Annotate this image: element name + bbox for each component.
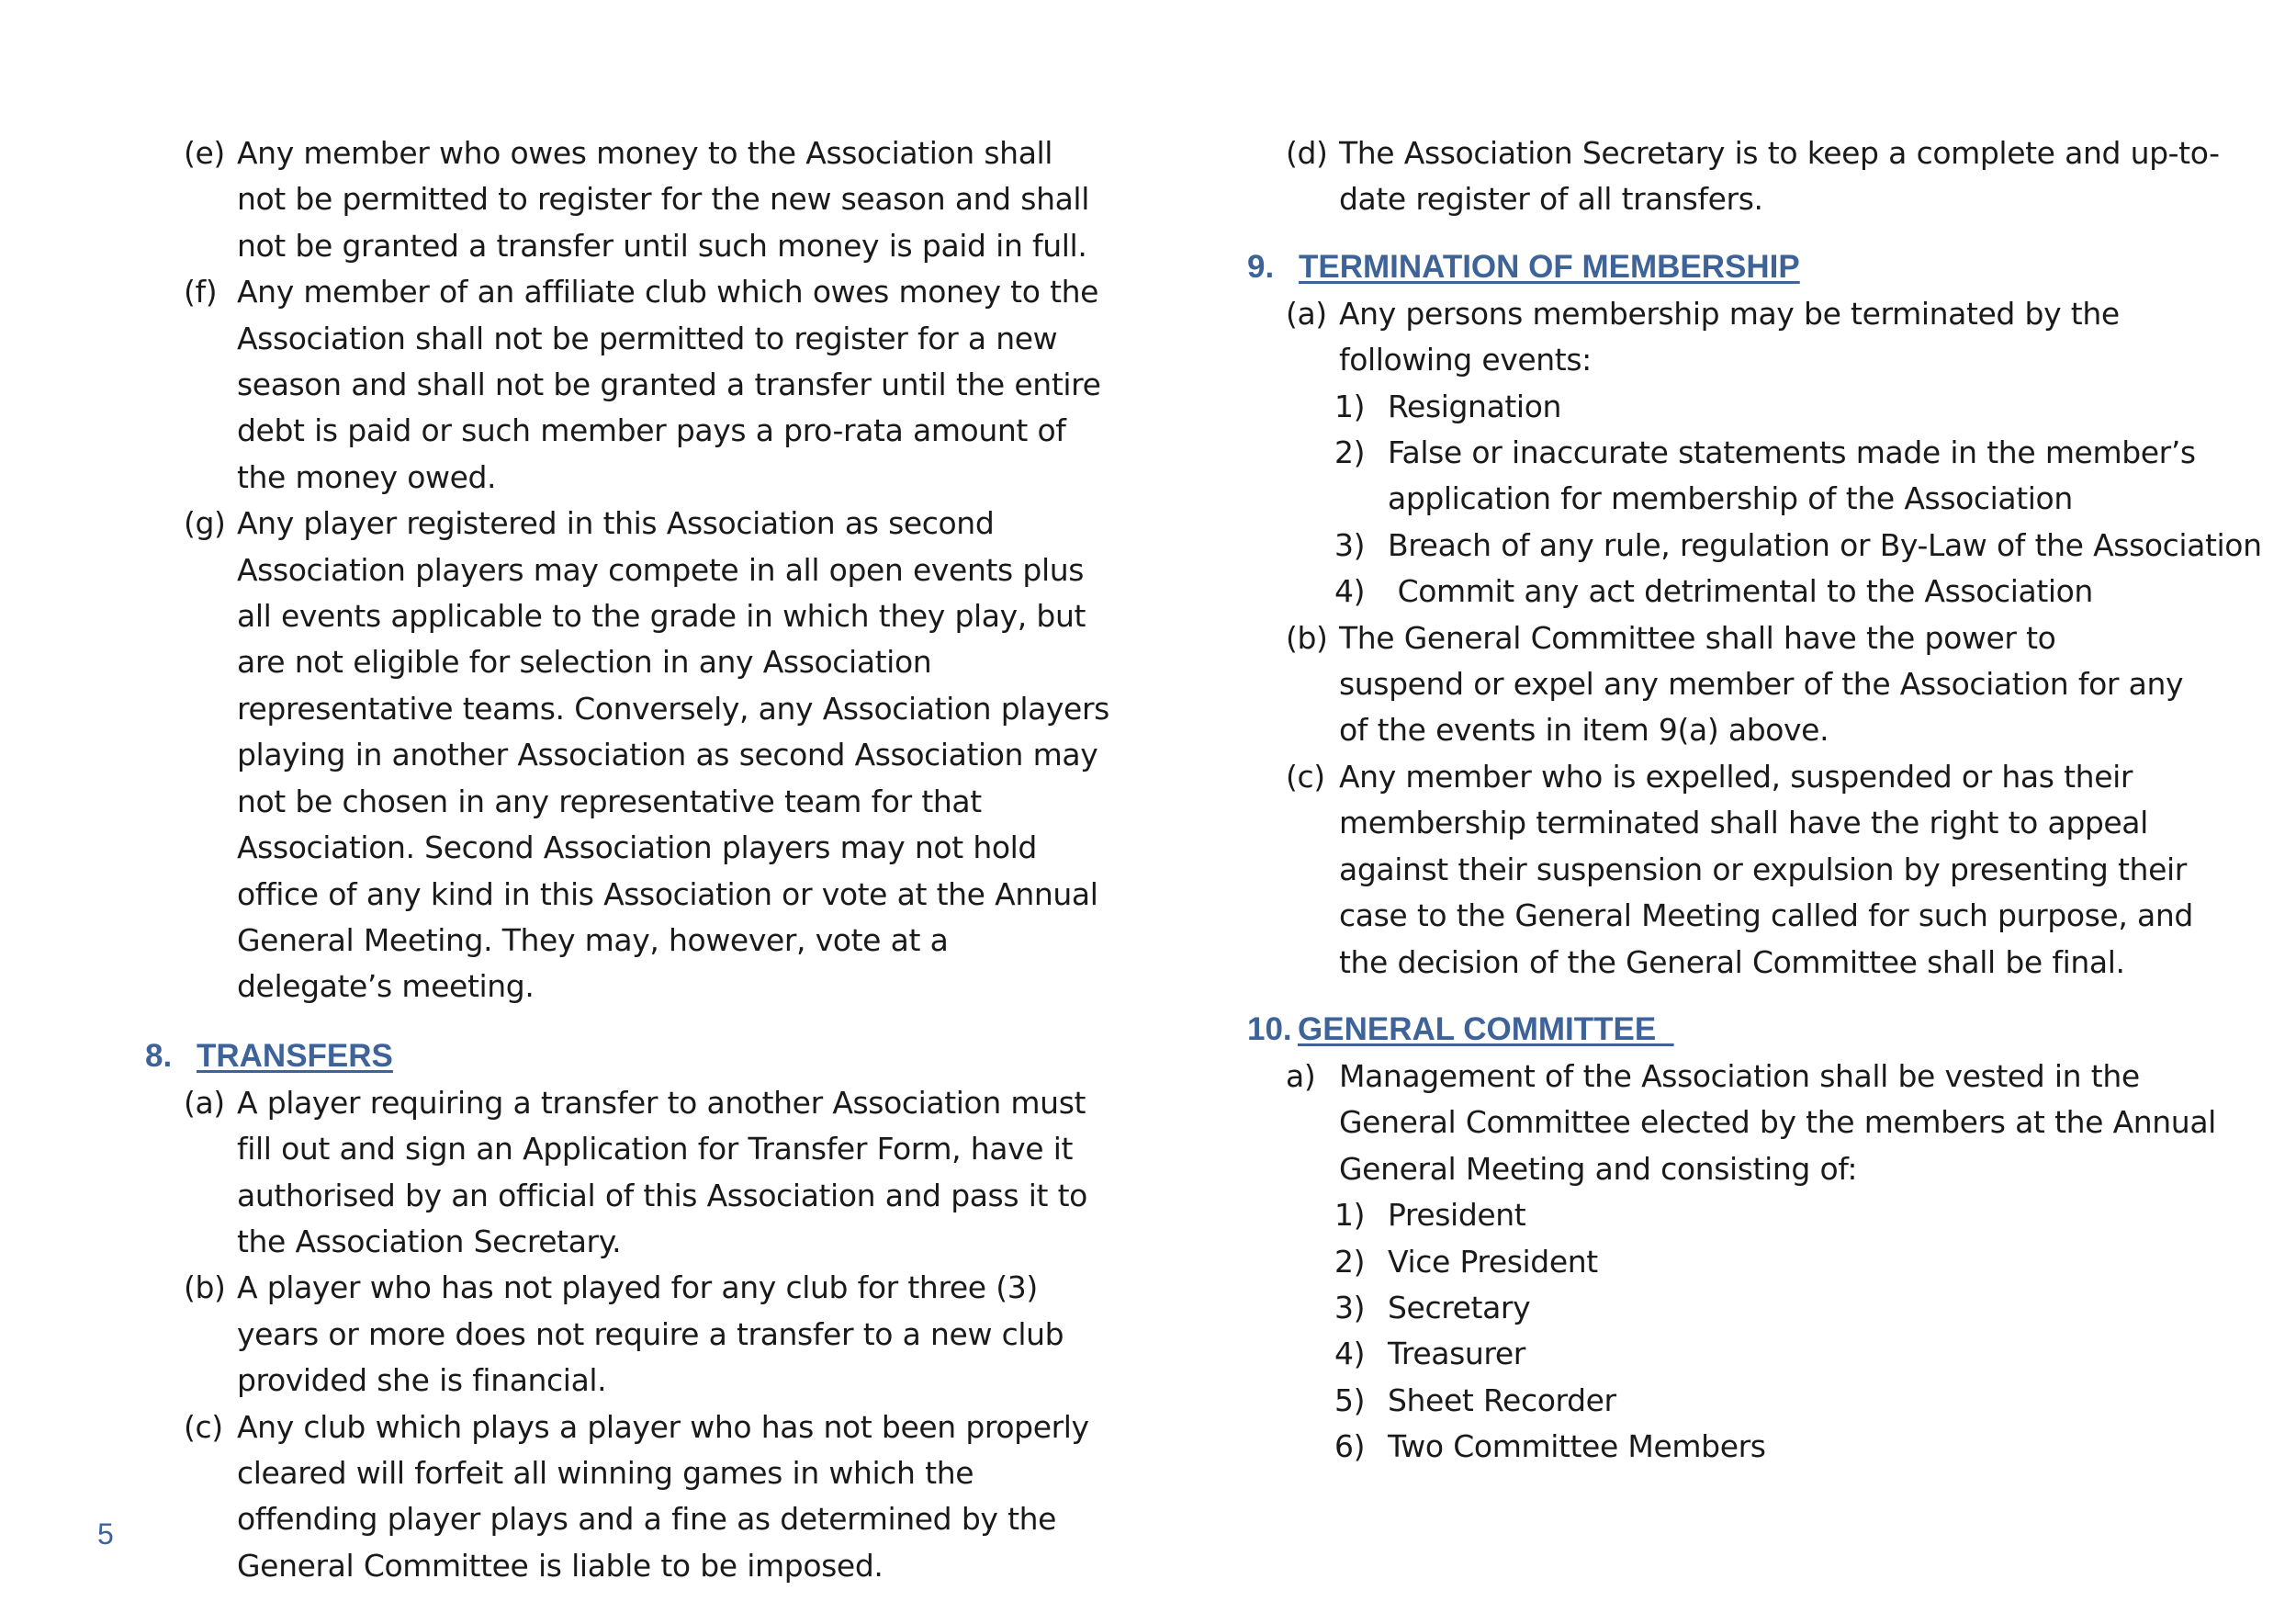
sub-clause-label: 1) — [1334, 1197, 1366, 1234]
sub-clause-label: 4) — [1334, 1336, 1366, 1372]
clause-text: Any player registered in this Association as second Association players may compete in all open events plus all events applicable to the grade in which they play, but are not eligible for selection in any Association representative teams. Conversely, any Association players playing in another Association as second Association may not be chosen in any representative team for that Association. Second Association players may not hold office of any kind in this Association or vote at the Annual General Meeting. They may, however, vote at a delegate’s meeting. — [237, 505, 1109, 1005]
sub-clause-label: 6) — [1334, 1428, 1366, 1465]
clause-text: A player requiring a transfer to another Association must fill out and sign an Application for Transfer Form, have it authorised by an official of this Association and pass it to the Association Secretary. — [237, 1084, 1087, 1259]
sub-clause-label: 4) — [1334, 573, 1366, 610]
clause-7f — [184, 269, 1111, 501]
section-number: 8. — [145, 1037, 173, 1074]
section-title: GENERAL COMMITTEE — [1298, 1010, 1674, 1047]
clause-label: (b) — [1286, 619, 1328, 656]
clause-8c — [184, 1404, 1111, 1590]
clause-text: A player who has not played for any club for three (3) years or more does not require a transfer to a new club provided she is financial. — [237, 1269, 1064, 1399]
sub-clause-text: Treasurer — [1388, 1336, 1525, 1372]
clause-text: Any member who owes money to the Association shall not be permitted to register for the new season and shall not be granted a transfer until such money is paid in full. — [237, 135, 1089, 264]
clause-10a-1 — [1286, 1192, 2241, 1238]
sub-clause-text: Sheet Recorder — [1388, 1382, 1616, 1418]
clause-7e — [184, 130, 1102, 269]
page-number: 5 — [97, 1517, 114, 1551]
sub-clause-label: 5) — [1334, 1382, 1366, 1418]
sub-clause-label: 2) — [1334, 434, 1366, 471]
sub-clause-text: False or inaccurate statements made in the member’s application for membership of the Association — [1388, 434, 2196, 517]
clause-label: a) — [1286, 1057, 1316, 1094]
sub-clause-text: Secretary — [1388, 1289, 1531, 1325]
clause-10a-3 — [1286, 1285, 2241, 1331]
section-heading-transfers — [145, 1029, 1130, 1075]
clause-9a-2 — [1286, 430, 2234, 523]
section-number: 9. — [1247, 248, 1275, 285]
clause-8d — [1286, 130, 2241, 223]
clause-9a-3 — [1286, 523, 2262, 569]
clause-text: Management of the Association shall be vested in the General Committee elected by the members at the Annual General Meeting and consisting of: — [1339, 1057, 2216, 1187]
clause-label: (a) — [1286, 295, 1327, 332]
clause-label: (d) — [1286, 135, 1328, 171]
clause-8a — [184, 1080, 1111, 1266]
clause-10a-6 — [1286, 1424, 2241, 1470]
clause-text: Any persons membership may be terminated by the following events: — [1339, 295, 2120, 378]
sub-clause-label: 1) — [1334, 388, 1366, 424]
section-number: 10. — [1247, 1010, 1292, 1047]
clause-text: Any member who is expelled, suspended or has their membership terminated shall have the right to appeal against their suspension or expulsion by presenting their case to the General Meeting called for such purpose, and the decision of the General Committee shall be final. — [1339, 758, 2193, 980]
clause-9a-1 — [1286, 384, 2241, 430]
section-title: TERMINATION OF MEMBERSHIP — [1299, 248, 1800, 285]
clause-8b — [184, 1265, 1111, 1404]
right-column — [1247, 130, 2262, 1471]
sub-clause-label: 3) — [1334, 526, 1366, 563]
clause-label: (e) — [184, 135, 225, 171]
clause-9a — [1286, 291, 2241, 384]
sub-clause-text: President — [1388, 1197, 1526, 1234]
clause-label: (c) — [184, 1408, 223, 1445]
clause-7g — [184, 501, 1111, 1009]
clause-10a-5 — [1286, 1378, 2241, 1424]
clause-10a — [1286, 1054, 2241, 1192]
section-heading-general-committee — [1247, 1002, 2241, 1048]
sub-clause-text: Resignation — [1388, 388, 1562, 424]
sub-clause-label: 2) — [1334, 1243, 1366, 1280]
sub-clause-text: Vice President — [1388, 1243, 1598, 1280]
clause-label: (a) — [184, 1084, 225, 1121]
clause-text: The Association Secretary is to keep a complete and up-to-date register of all transfers. — [1339, 135, 2220, 218]
clause-9a-4 — [1286, 569, 2241, 615]
clause-text: Any member of an affiliate club which owes money to the Association shall not be permitted to register for a new season and shall not be granted a transfer until the entire debt is paid or such member pays a pro-rata amount of the money owed. — [237, 274, 1101, 495]
clause-text: The General Committee shall have the power to suspend or expel any member of the Association for any of the events in item 9(a) above. — [1339, 619, 2184, 749]
sub-clause-text: Breach of any rule, regulation or By-Law of the Association — [1388, 526, 2262, 563]
sub-clause-label: 3) — [1334, 1289, 1366, 1325]
section-title: TRANSFERS — [197, 1037, 393, 1074]
clause-label: (c) — [1286, 758, 1325, 795]
clause-10a-2 — [1286, 1239, 2241, 1285]
clause-9c — [1286, 754, 2223, 986]
clause-label: (b) — [184, 1269, 226, 1306]
section-heading-termination — [1247, 240, 2241, 286]
sub-clause-text: Commit any act detrimental to the Association — [1388, 573, 2093, 610]
clause-label: (g) — [184, 505, 226, 542]
clause-label: (f) — [184, 274, 218, 310]
clause-10a-4 — [1286, 1331, 2241, 1377]
sub-clause-text: Two Committee Members — [1388, 1428, 1766, 1465]
clause-9b — [1286, 615, 2186, 754]
left-column — [145, 130, 1130, 1589]
clause-text: Any club which plays a player who has not been properly cleared will forfeit all winning games in which the offending player plays and a fine as determined by the General Committee is liable to be imposed. — [237, 1408, 1089, 1584]
